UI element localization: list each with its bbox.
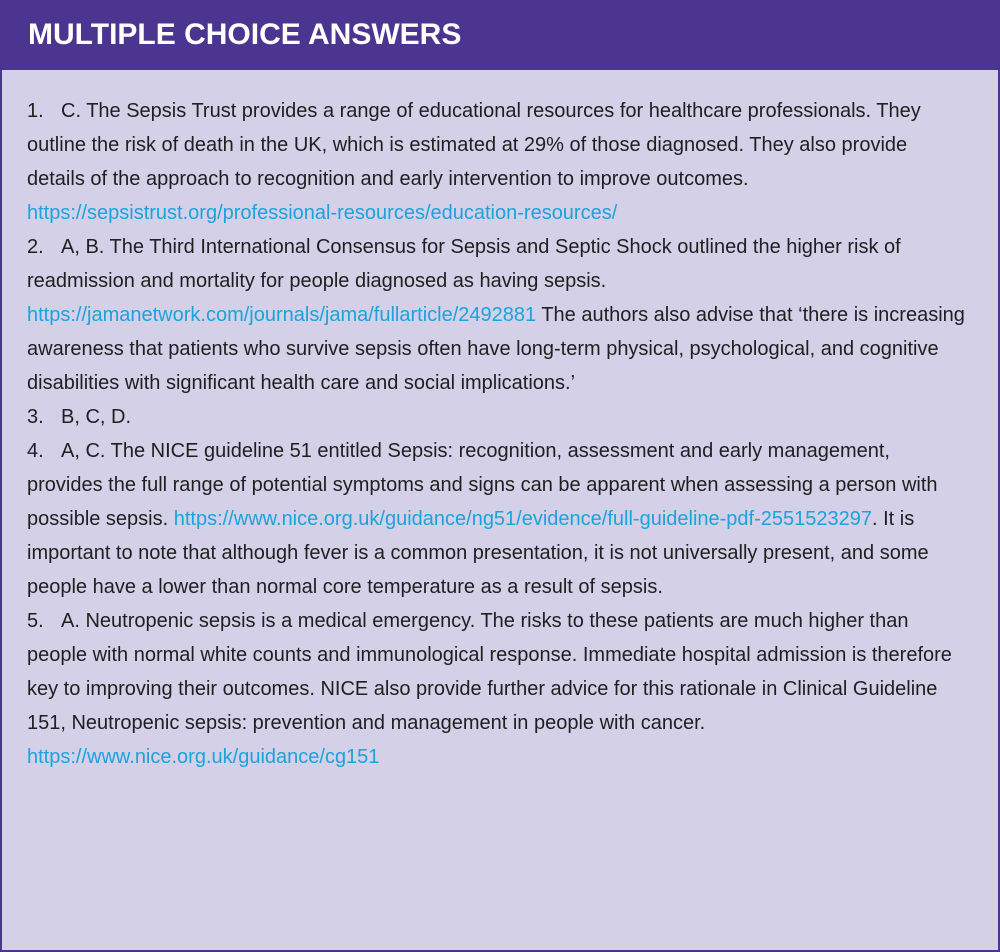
page-title: MULTIPLE CHOICE ANSWERS <box>28 18 462 51</box>
answer-text-after: . It is important to note that although fever is a common presentation, it is not universally present, and some people have a lower than normal core temperature as a result of sepsis. <box>27 508 929 598</box>
answer-4 <box>27 434 968 604</box>
answer-number: 2. <box>27 236 44 258</box>
answer-2 <box>27 230 968 400</box>
answer-link[interactable]: https://www.nice.org.uk/guidance/cg151 <box>27 746 380 768</box>
answer-number: 4. <box>27 440 44 462</box>
answer-text-after: The authors also advise that ‘there is increasing awareness that patients who survive sepsis often have long-term physical, psychological, and cognitive disabilities with significant health care and social implications.’ <box>27 304 965 394</box>
answer-text: A. Neutropenic sepsis is a medical emergency. The risks to these patients are much higher than people with normal white counts and immunological response. Immediate hospital admission is therefore key to improving their outcomes. NICE also provide further advice for this rationale in Clinical Guideline 151, Neutropenic sepsis: prevention and management in people with cancer. <box>27 610 952 734</box>
answer-number: 3. <box>27 406 44 428</box>
answer-link[interactable]: https://www.nice.org.uk/guidance/ng51/evidence/full-guideline-pdf-2551523297 <box>173 508 873 530</box>
answer-text: B, C, D. <box>61 406 132 428</box>
answer-text: A, C. The NICE guideline 51 entitled Sepsis: recognition, assessment and early management, provides the full range of potential symptoms and signs can be apparent when assessing a person with possible sepsis. <box>27 440 938 530</box>
answer-text: A, B. The Third International Consensus for Sepsis and Septic Shock outlined the higher risk of readmission and mortality for people diagnosed as having sepsis. <box>27 236 901 292</box>
answer-link[interactable]: https://jamanetwork.com/journals/jama/fullarticle/2492881 <box>27 304 537 326</box>
answer-1 <box>27 94 968 230</box>
header-bar <box>2 0 998 70</box>
answer-link[interactable]: https://sepsistrust.org/professional-resources/education-resources/ <box>27 202 618 224</box>
answer-5 <box>27 604 968 774</box>
answer-number: 1. <box>27 100 44 122</box>
answers-list <box>2 70 998 774</box>
answer-number: 5. <box>27 610 44 632</box>
answer-text: C. The Sepsis Trust provides a range of educational resources for healthcare professionals. They outline the risk of death in the UK, which is estimated at 29% of those diagnosed. They also provide details of the approach to recognition and early intervention to improve outcomes. <box>27 100 921 190</box>
answer-3 <box>27 400 968 434</box>
